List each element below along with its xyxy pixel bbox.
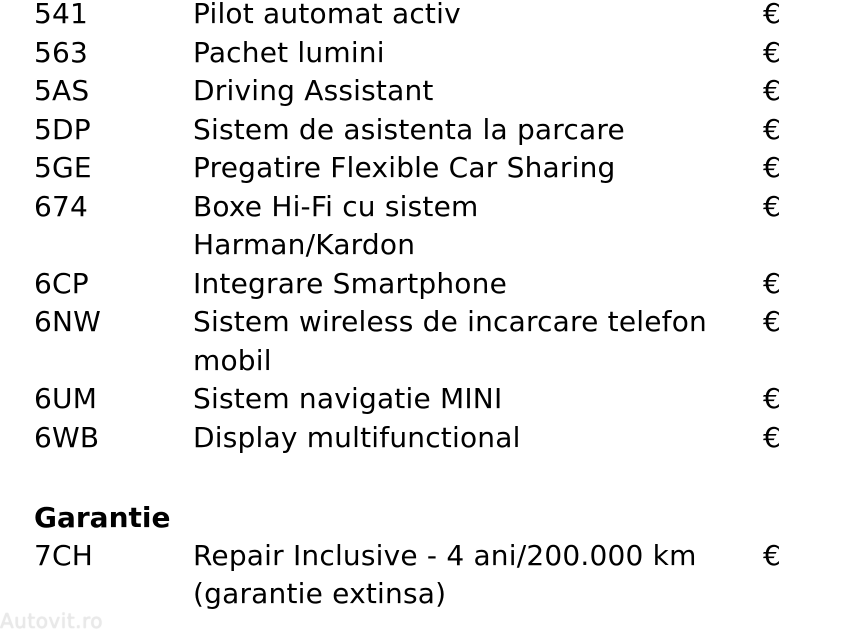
option-code: 541 xyxy=(34,0,89,30)
option-row xyxy=(0,265,854,304)
warranty-row xyxy=(0,537,854,614)
option-row xyxy=(0,188,854,265)
option-currency: € xyxy=(763,151,781,184)
option-description: Sistem navigatie MINI xyxy=(193,382,503,415)
option-code: 6CP xyxy=(34,266,89,300)
option-code: 6UM xyxy=(34,382,98,415)
option-description: Sistem de asistenta la parcare xyxy=(193,112,625,146)
option-code: 6NW xyxy=(34,305,102,338)
option-row xyxy=(0,380,854,419)
option-currency: € xyxy=(763,305,781,338)
option-description: Pachet lumini xyxy=(193,35,385,69)
option-description: Pilot automat activ xyxy=(193,0,461,30)
warranty-section-title: Garantie xyxy=(34,501,171,534)
option-currency: € xyxy=(763,112,781,146)
option-description: Integrare Smartphone xyxy=(193,266,507,300)
option-code: 563 xyxy=(34,35,89,69)
option-code: 5GE xyxy=(34,151,92,184)
option-description: Display multifunctional xyxy=(193,420,521,454)
option-code: 6WB xyxy=(34,420,100,454)
warranty-code: 7CH xyxy=(34,538,94,572)
option-description: Pregatire Flexible Car Sharing xyxy=(193,151,616,184)
warranty-description: Repair Inclusive - 4 ani/200.000 km (garantie extinsa) xyxy=(193,538,697,610)
option-description: Boxe Hi-Fi cu sistem Harman/Kardon xyxy=(193,189,479,261)
option-row xyxy=(0,72,854,111)
option-description: Sistem wireless de incarcare telefon mobil xyxy=(193,305,708,377)
option-description: Driving Assistant xyxy=(193,74,434,107)
option-currency: € xyxy=(763,74,781,107)
option-currency: € xyxy=(763,266,781,300)
option-currency: € xyxy=(763,0,781,30)
option-currency: € xyxy=(763,420,781,454)
option-row xyxy=(0,149,854,188)
option-code: 5DP xyxy=(34,112,91,146)
watermark-logo: Autovit.ro xyxy=(0,609,104,633)
option-row xyxy=(0,419,854,458)
option-code: 5AS xyxy=(34,74,90,107)
option-row xyxy=(0,0,854,34)
option-currency: € xyxy=(763,189,781,223)
option-row xyxy=(0,111,854,150)
option-code: 674 xyxy=(34,189,89,223)
option-row xyxy=(0,34,854,73)
warranty-currency: € xyxy=(763,538,781,572)
option-row xyxy=(0,303,854,380)
option-currency: € xyxy=(763,382,781,415)
option-currency: € xyxy=(763,35,781,69)
